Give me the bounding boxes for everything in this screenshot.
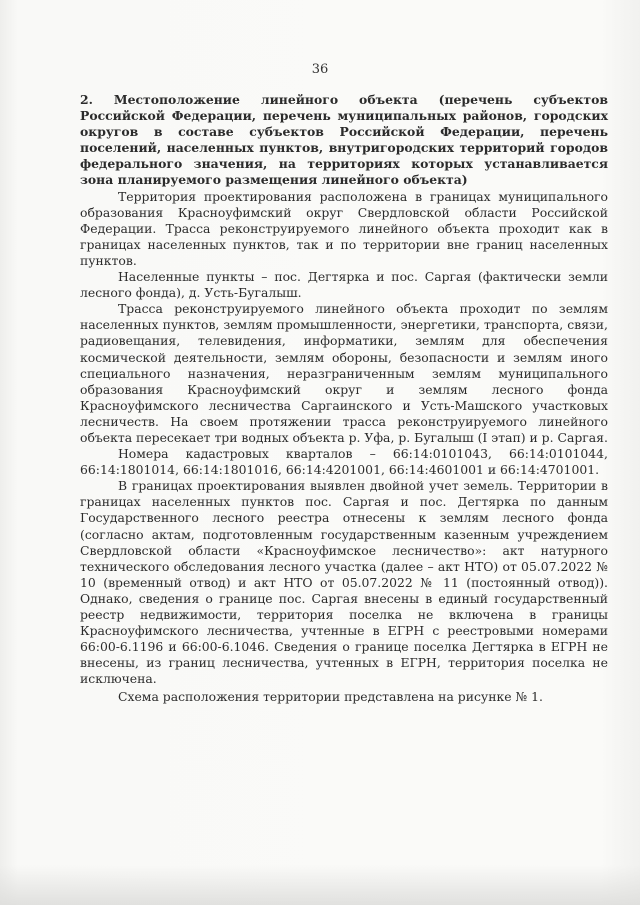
paragraph-double-accounting: В границах проектирования выявлен двойной учет земель. Территории в границах населенных пунктов пос. Саргая и пос. Дегтярка по данным Государственного лесного реестра отнесены к землям лесного фонда (согласно актам, подготовленным государственным казенным учреждением Свердловской области «Красноуфимское лесничество»: акт натурного технического обследования лесного участка (далее – акт НТО) от 05.07.2022 № 10 (временный отвод) и акт НТО от 05.07.2022 № 11 (постоянный отвод)). Однако, сведения о границе пос. Саргая внесены в единый государственный реестр недвижимости, территория поселка не включена в границы Красноуфимского лесничества, учтенные в ЕГРН с реестровыми номерами 66:00-6.1196 и 66:00-6.1046. Сведения о границе поселка Дегтярка в ЕГРН не внесены, из границ лесничества, учтенных в ЕГРН, территория поселка не исключена.: [80, 478, 608, 687]
scan-shadow: [0, 865, 640, 905]
section-heading: [80, 92, 608, 189]
paragraph-cadastral-quarters: Номера кадастровых кварталов – 66:14:0101043, 66:14:0101044, 66:14:1801014, 66:14:1801016, 66:14:4201001, 66:14:4601001 и 66:14:4701001.: [80, 446, 608, 478]
section-heading-text: Местоположение линейного объекта (перечень субъектов Российской Федерации, перечень муниципальных районов, городских округов в составе субъектов Российской Федерации, перечень поселений, населенных пунктов, внутригородских территорий городов федерального значения, на территориях которых устанавливается зона планируемого размещения линейного объекта): [80, 92, 608, 188]
document-body: [80, 92, 608, 706]
paragraph-route-lands: Трасса реконструируемого линейного объекта проходит по землям населенных пунктов, землям промышленности, энергетики, транспорта, связи, радиовещания, телевидения, информатики, землям для обеспечения космической деятельности, землям обороны, безопасности и землям иного специального назначения, неразграниченным землям муниципального образования Красноуфимский округ и землям лесного фонда Красноуфимского лесничества Саргаинского и Усть-Машского участковых лесничеств. На своем протяжении трасса реконструируемого линейного объекта пересекает три водных объекта р. Уфа, р. Бугалыш (I этап) и р. Саргая.: [80, 301, 608, 445]
paragraph-figure-reference: Схема расположения территории представлена на рисунке № 1.: [118, 689, 543, 705]
paragraph-settlements: Населенные пункты – пос. Дегтярка и пос. Саргая (фактически земли лесного фонда), д. Усть-Бугалыш.: [80, 269, 608, 301]
page-number: 36: [311, 62, 329, 77]
paragraph-territory: Территория проектирования расположена в границах муниципального образования Красноуфимский округ Свердловской области Российской Федерации. Трасса реконструируемого линейного объекта проходит как в границах населенных пунктов, так и по территории вне границ населенных пунктов.: [80, 188, 608, 268]
section-number: 2.: [80, 92, 93, 107]
